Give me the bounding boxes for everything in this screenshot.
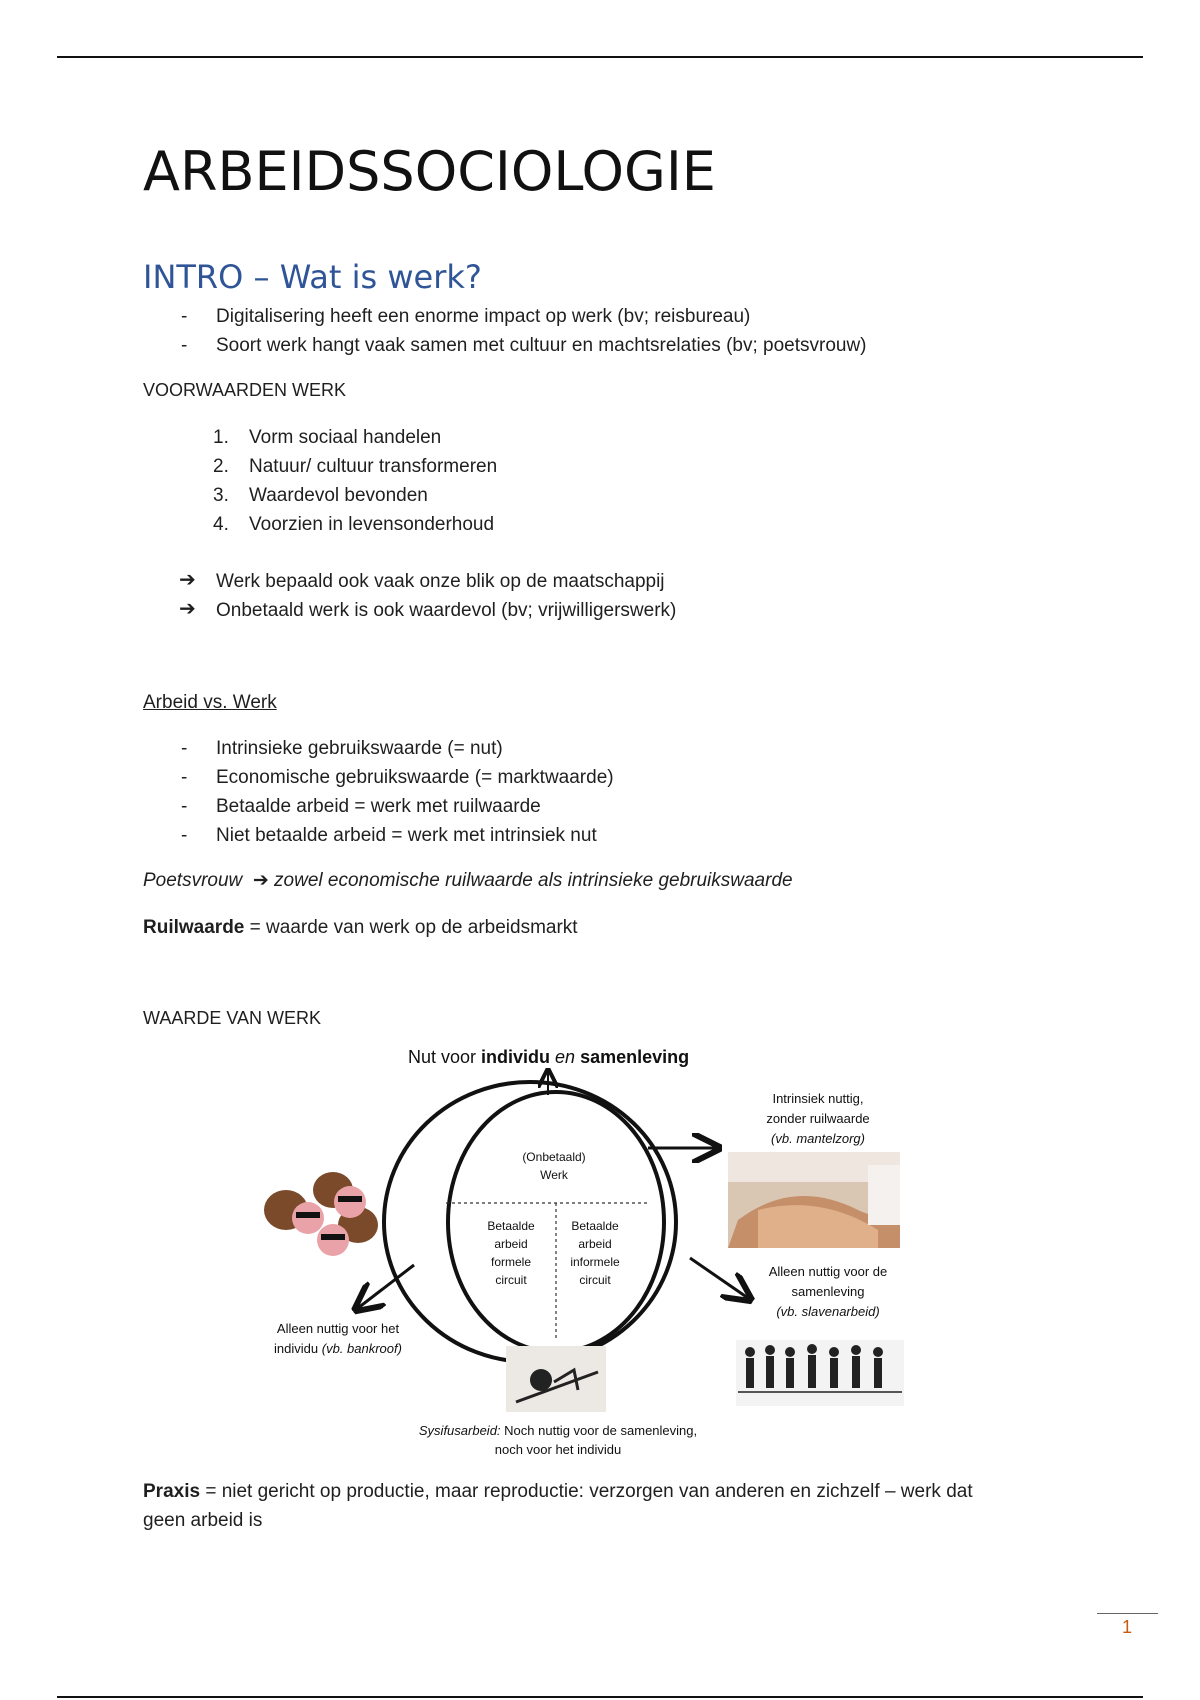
list-item: - Betaalde arbeid = werk met ruilwaarde — [181, 796, 541, 817]
footer-rule — [57, 1696, 1143, 1698]
waarde-van-werk-diagram — [238, 1040, 958, 1460]
arrow-to-lower-right — [690, 1258, 748, 1298]
robbers-cartoon — [264, 1172, 378, 1256]
upper-right-label: Intrinsiek nuttig, — [772, 1091, 864, 1106]
page-number-rule — [1097, 1613, 1158, 1614]
list-item: 2. Natuur/ cultuur transformeren — [213, 456, 498, 477]
bottom-label: Sysifusarbeid: Noch nuttig voor de samenleving, — [418, 1423, 698, 1438]
left-cell-line: circuit — [495, 1273, 527, 1287]
lower-right-label: Alleen nuttig voor de — [768, 1264, 888, 1279]
list-item: - Intrinsieke gebruikswaarde (= nut) — [181, 738, 503, 759]
list-item: 3. Waardevol bevonden — [213, 485, 428, 506]
list-item: - Niet betaalde arbeid = werk met intrinsiek nut — [181, 825, 597, 846]
intro-bullet-list — [181, 302, 867, 360]
bottom-label: noch voor het individu — [494, 1442, 622, 1457]
voorwaarden-heading: VOORWAARDEN WERK — [143, 380, 347, 400]
right-cell-line: circuit — [579, 1273, 611, 1287]
arbeid-vs-werk-heading: Arbeid vs. Werk — [143, 692, 277, 713]
inner-label-top: (Onbetaald) — [522, 1150, 586, 1164]
arrow-to-lower-left — [358, 1265, 414, 1308]
voorwaarden-arrow-list — [179, 567, 676, 625]
inner-label-bottom: Werk — [540, 1168, 568, 1182]
hands-photo — [728, 1152, 900, 1248]
list-item: ➔ Werk bepaald ook vaak onze blik op de maatschappij — [179, 567, 676, 596]
voorwaarden-list — [213, 423, 497, 539]
slave-labor-engraving — [736, 1340, 904, 1406]
lower-left-label: Alleen nuttig voor het — [276, 1321, 400, 1336]
list-item: - Soort werk hangt vaak samen met cultuur en machtsrelaties (bv; poetsvrouw) — [181, 335, 867, 356]
praxis-definition: Praxis = niet gericht op productie, maar reproductie: verzorgen van anderen en zichzelf – werk dat geen arbeid is — [143, 1481, 973, 1531]
right-cell-line: Betaalde — [571, 1219, 619, 1233]
list-item: ➔ Onbetaald werk is ook waardevol (bv; vrijwilligerswerk) — [179, 596, 676, 625]
left-cell-line: Betaalde — [487, 1219, 535, 1233]
upper-right-label: zonder ruilwaarde — [766, 1111, 870, 1126]
intro-heading: INTRO – Wat is werk? — [143, 258, 482, 296]
list-item: 1. Vorm sociaal handelen — [213, 427, 442, 448]
list-item: - Economische gebruikswaarde (= marktwaarde) — [181, 767, 614, 788]
header-rule — [57, 56, 1143, 58]
diagram-top-label: Nut voor individu en samenleving — [408, 1047, 690, 1067]
arrow-right-icon: ➔ — [179, 569, 196, 591]
lower-right-label: (vb. slavenarbeid) — [776, 1304, 880, 1319]
poetsvrouw-example: Poetsvrouw ➔ zowel economische ruilwaarde als intrinsieke gebruikswaarde — [143, 870, 793, 891]
left-cell-line: formele — [490, 1255, 532, 1269]
sisyphus-image — [506, 1346, 606, 1412]
right-cell-line: informele — [570, 1255, 620, 1269]
ruilwaarde-definition: Ruilwaarde = waarde van werk op de arbeidsmarkt — [143, 917, 578, 938]
list-item: 4. Voorzien in levensonderhoud — [213, 514, 495, 535]
right-cell-line: arbeid — [578, 1237, 612, 1251]
lower-right-label: samenleving — [791, 1284, 865, 1299]
upper-right-label: (vb. mantelzorg) — [771, 1131, 865, 1146]
page-number: 1 — [1122, 1617, 1133, 1637]
document-title: ARBEIDSSOCIOLOGIE — [143, 140, 716, 203]
lower-left-label: individu (vb. bankroof) — [274, 1341, 402, 1356]
waarde-van-werk-heading: WAARDE VAN WERK — [143, 1008, 322, 1028]
arrow-right-icon: ➔ — [179, 598, 196, 620]
list-item: - Digitalisering heeft een enorme impact op werk (bv; reisbureau) — [181, 306, 751, 327]
arrow-right-icon: ➔ — [247, 870, 269, 891]
left-cell-line: arbeid — [494, 1237, 528, 1251]
arbeid-vs-werk-list — [181, 734, 614, 850]
